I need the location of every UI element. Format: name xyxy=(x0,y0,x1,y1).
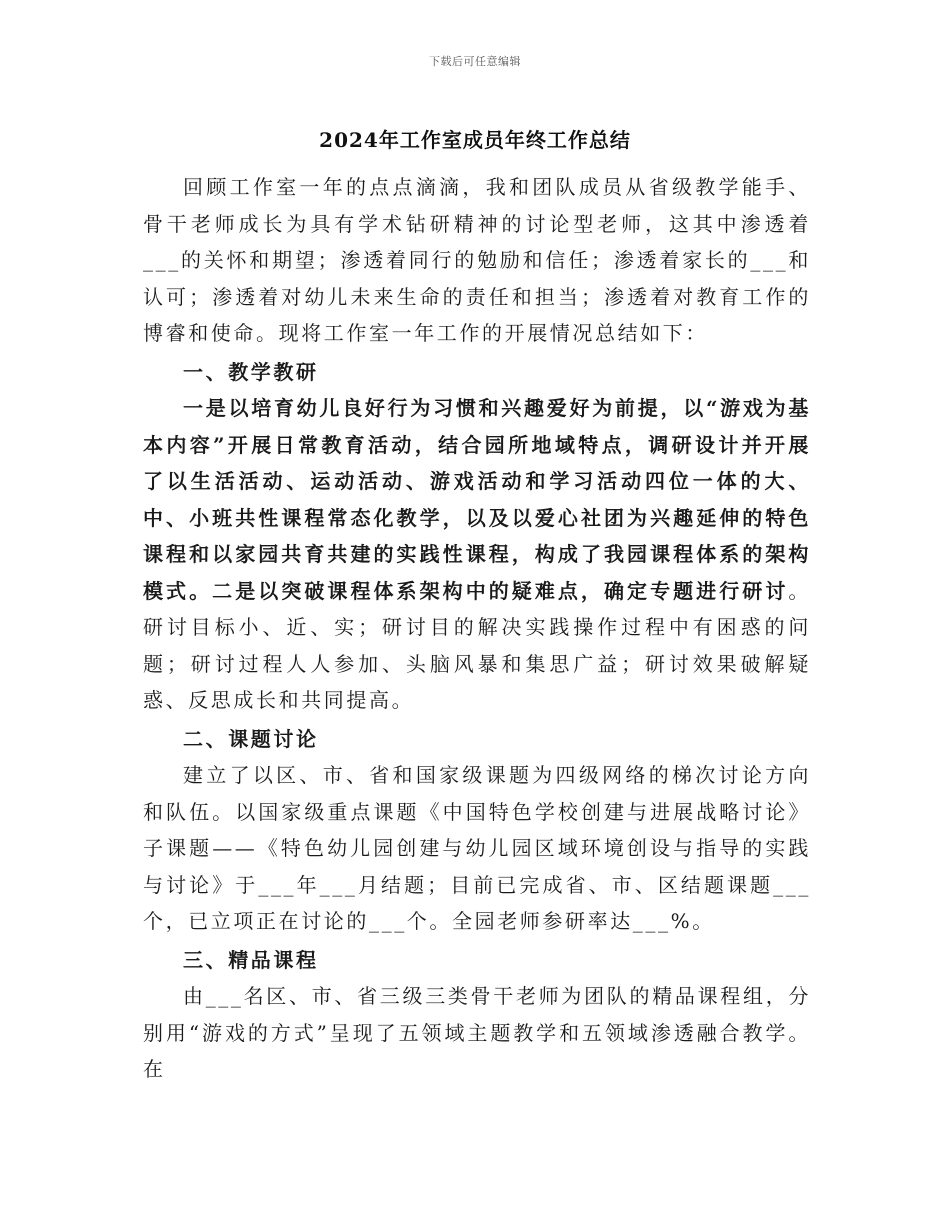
teaching-paragraph xyxy=(143,390,811,719)
document-body xyxy=(143,169,811,1088)
teaching-bold-text: 一是以培育幼儿良好行为习惯和兴趣爱好为前提，以“游戏为基本内容”开展日常教育活动，结合园所地域特点，调研设计并开展了以生活活动、运动活动、游戏活动和学习活动四位一体的大、中、小班共性课程常态化教学，以及以爱心社团为兴趣延伸的特色课程和以家园共育共建的实践性课程，构成了我园课程体系的架构模式。二是以突破课程体系架构中的疑难点，确定专题进行研讨 xyxy=(143,396,811,603)
research-paragraph: 建立了以区、市、省和国家级课题为四级网络的梯次讨论方向和队伍。以国家级重点课题《中国特色学校创建与进展战略讨论》子课题——《特色幼儿园创建与幼儿园区域环境创设与指导的实践与讨论》于___年___月结题；目前已完成省、市、区结题课题___个，已立项正在讨论的___个。全园老师参研率达___%。 xyxy=(143,763,811,933)
section-heading-research: 二、课题讨论 xyxy=(183,726,319,751)
courses-paragraph: 由___名区、市、省三级三类骨干老师为团队的精品课程组，分别用“游戏的方式”呈现了五领域主题教学和五领域渗透融合教学。在 xyxy=(143,984,811,1081)
document-title: 2024年工作室成员年终工作总结 xyxy=(319,128,631,152)
intro-paragraph: 回顾工作室一年的点点滴滴，我和团队成员从省级教学能手、骨干老师成长为具有学术钻研精神的讨论型老师，这其中渗透着___的关怀和期望；渗透着同行的勉励和信任；渗透着家长的___和认可；渗透着对幼儿未来生命的责任和担当；渗透着对教育工作的博睿和使命。现将工作室一年工作的开展情况总结如下： xyxy=(143,175,811,345)
section-heading-teaching: 一、教学教研 xyxy=(183,359,319,384)
section-heading-courses: 三、精品课程 xyxy=(183,947,319,972)
header-note: 下载后可任意编辑 xyxy=(429,55,521,68)
teaching-normal-text: 。研讨目标小、近、实；研讨目的解决实践操作过程中有困惑的问题；研讨过程人人参加、头脑风暴和集思广益；研讨效果破解疑惑、反思成长和共同提高。 xyxy=(143,578,811,712)
